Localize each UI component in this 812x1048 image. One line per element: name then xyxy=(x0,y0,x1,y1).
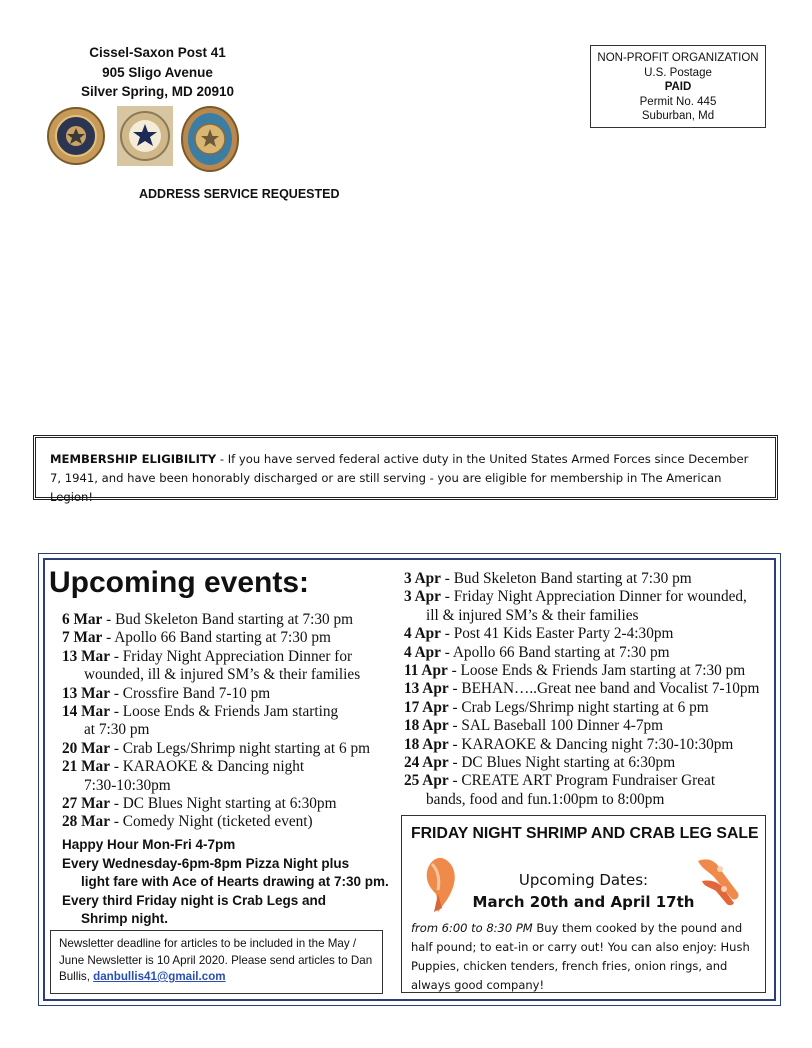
march-events-list xyxy=(62,611,402,832)
event-item: 20 Mar - Crab Legs/Shrimp night starting at 6 pm xyxy=(62,739,371,757)
event-item: 11 Apr - Loose Ends & Friends Jam starting at 7:30 pm xyxy=(404,662,746,680)
april-events-list xyxy=(404,570,784,809)
event-item: 28 Mar - Comedy Night (ticketed event) xyxy=(62,813,313,831)
shrimp-sale-dates: March 20th and April 17th xyxy=(472,893,695,911)
event-item: 27 Mar - DC Blues Night starting at 6:30pm xyxy=(62,795,337,813)
event-item: 7 Mar - Apollo 66 Band starting at 7:30 pm xyxy=(62,629,331,647)
postage-type: U.S. Postage xyxy=(644,66,712,79)
event-item: 4 Apr - Post 41 Kids Easter Party 2-4:30pm xyxy=(404,625,674,643)
event-item: 13 Mar - Crossfire Band 7-10 pm xyxy=(62,684,271,702)
sender-address xyxy=(50,43,265,102)
event-item: 17 Apr - Crab Legs/Shrimp night starting at 6 pm xyxy=(404,698,709,716)
event-item: 24 Apr - DC Blues Night starting at 6:30pm xyxy=(404,754,676,772)
happy-hour: Happy Hour Mon-Fri 4-7pm xyxy=(62,837,236,852)
deadline-text: Newsletter deadline for articles to be included in the May / June Newsletter is 10 April 2020. Please send articles to Dan Bullis, xyxy=(59,937,373,983)
event-item: 13 Mar - Friday Night Appreciation Dinner for wounded, ill & injured SM’s & their families xyxy=(62,647,361,684)
membership-text: - If you have served federal active duty in the United States Armed Forces since December 7, 1941, and have been honorably discharged or are still serving - you are eligible for membership in The American Legion! xyxy=(50,452,749,504)
membership-label: MEMBERSHIP ELIGIBILITY xyxy=(50,452,217,466)
postage-indicia xyxy=(590,45,766,128)
shrimp-sale-box xyxy=(401,815,766,993)
newsletter-deadline-box xyxy=(50,930,383,994)
shrimp-sale-body: Buy them cooked by the pound and half pound; to eat-in or carry out! You can also enjoy: Hush Puppies, chicken tenders, french fries, onion rings, and always good company! xyxy=(411,921,750,992)
event-item: 21 Mar - KARAOKE & Dancing night 7:30-10:30pm xyxy=(62,758,305,794)
event-item: 3 Apr - Friday Night Appreciation Dinner for wounded, ill & injured SM’s & their families xyxy=(404,588,747,624)
events-title: Upcoming events: xyxy=(49,566,310,599)
sons-of-legion-emblem-icon xyxy=(181,106,239,172)
shrimp-sale-subtitle: Upcoming Dates: xyxy=(518,871,649,889)
postage-location: Suburban, Md xyxy=(641,110,715,122)
weekly-specials xyxy=(62,836,402,929)
crab-night-cont: Shrimp night. xyxy=(81,911,168,926)
postage-permit: Permit No. 445 xyxy=(639,95,717,108)
crab-night: Every third Friday night is Crab Legs and xyxy=(62,892,327,908)
event-item: 4 Apr - Apollo 66 Band starting at 7:30 pm xyxy=(404,643,670,661)
address-service-requested: ADDRESS SERVICE REQUESTED xyxy=(139,187,340,201)
sender-street: 905 Sligo Avenue xyxy=(102,64,213,80)
sender-name: Cissel-Saxon Post 41 xyxy=(89,45,226,60)
pizza-night-cont: light fare with Ace of Hearts drawing at 7:30 pm. xyxy=(81,874,389,889)
auxiliary-emblem-icon xyxy=(117,106,173,166)
american-legion-emblem-icon xyxy=(47,106,105,166)
postage-org: NON-PROFIT ORGANIZATION xyxy=(597,52,759,64)
shrimp-sale-description xyxy=(411,919,761,995)
shrimp-sale-title: FRIDAY NIGHT SHRIMP AND CRAB LEG SALE xyxy=(411,825,759,842)
membership-eligibility-box xyxy=(33,435,778,504)
event-item: 14 Mar - Loose Ends & Friends Jam starting at 7:30 pm xyxy=(62,703,339,739)
event-item: 6 Mar - Bud Skeleton Band starting at 7:30 pm xyxy=(62,611,354,628)
postage-paid: PAID xyxy=(664,81,692,93)
pizza-night: Every Wednesday-6pm-8pm Pizza Night plus xyxy=(62,855,350,871)
shrimp-sale-time: from 6:00 to 8:30 PM xyxy=(411,921,533,935)
email-link[interactable]: danbullis41@gmail.com xyxy=(93,970,226,983)
event-item: 18 Apr - SAL Baseball 100 Dinner 4-7pm xyxy=(404,717,664,735)
event-item: 18 Apr - KARAOKE & Dancing night 7:30-10:30pm xyxy=(404,735,734,753)
event-item: 13 Apr - BEHAN…..Great nee band and Vocalist 7-10pm xyxy=(404,680,760,698)
event-item: 3 Apr - Bud Skeleton Band starting at 7:30 pm xyxy=(404,570,692,587)
sender-city: Silver Spring, MD 20910 xyxy=(80,84,235,99)
event-item: 25 Apr - CREATE ART Program Fundraiser Great bands, food and fun.1:00pm to 8:00pm xyxy=(404,772,716,808)
